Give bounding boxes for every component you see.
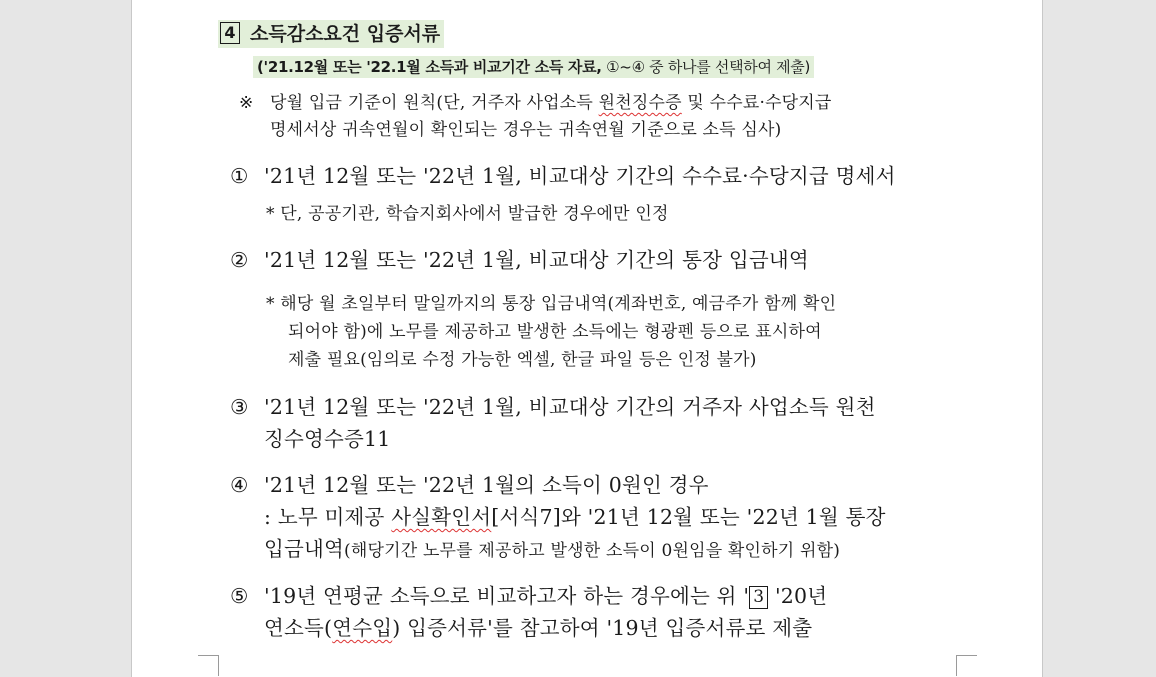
item-2-sub-2: 되어야 함)에 노무를 제공하고 발생한 소득에는 형광펜 등으로 표시하여 [288, 322, 822, 342]
item-2-sub-1: * 해당 월 초일부터 말일까지의 통장 입금내역(계좌번호, 예금주가 함께 확인 [266, 294, 837, 314]
document-page [131, 0, 1043, 677]
item-5-line-2: 연소득(연수입) 입증서류'를 참고하여 '19년 입증서류로 제출 [264, 616, 813, 640]
section-subheading [253, 56, 814, 78]
item-2-line-1: '21년 12월 또는 '22년 1월, 비교대상 기간의 통장 입금내역 [264, 248, 809, 272]
item-3-line-1: '21년 12월 또는 '22년 1월, 비교대상 기간의 거주자 사업소득 원천 [264, 395, 876, 419]
item-marker-2: ② [230, 248, 249, 272]
section-heading [218, 20, 444, 48]
item-3-line-2: 징수영수증11 [264, 427, 391, 451]
item-4-line-3: 입금내역(해당기간 노무를 제공하고 발생한 소득이 0원임을 확인하기 위함) [264, 537, 841, 561]
subheading-bold: ('21.12월 또는 '22.1월 소득과 비교기간 소득 자료, [257, 58, 602, 76]
item-4-line-1: '21년 12월 또는 '22년 1월의 소득이 0원인 경우 [264, 473, 709, 497]
item-1-sub-1: * 단, 공공기관, 학습지회사에서 발급한 경우에만 인정 [266, 204, 669, 224]
item-marker-3: ③ [230, 395, 249, 419]
item-marker-5: ⑤ [230, 584, 249, 608]
spellcheck-word: 원천징수증 [598, 93, 682, 113]
item-4-line-2: : 노무 미제공 사실확인서[서식7]와 '21년 12월 또는 '22년 1월 통장 [264, 505, 886, 529]
subheading-normal: ①~④ 중 하나를 선택하여 제출) [601, 58, 811, 76]
note-line-1: 당월 입금 기준이 원칙(단, 거주자 사업소득 원천징수증 및 수수료·수당지급 [270, 93, 832, 113]
section-number-box: 4 [220, 22, 240, 44]
section-title: 소득감소요건 입증서류 [250, 23, 441, 45]
note-line-2: 명세서상 귀속연월이 확인되는 경우는 귀속연월 기준으로 소득 심사) [270, 120, 782, 140]
margin-corner-mark [198, 655, 219, 676]
item-2-sub-3: 제출 필요(임의로 수정 가능한 엑셀, 한글 파일 등은 인정 불가) [288, 350, 757, 370]
item-marker-4: ④ [230, 473, 249, 497]
note-mark: ※ [239, 93, 254, 113]
reference-box: 3 [749, 586, 768, 609]
spellcheck-word: 연수입 [332, 616, 393, 640]
item-5-line-1: '19년 연평균 소득으로 비교하고자 하는 경우에는 위 ' 3 '20년 [264, 584, 828, 608]
spellcheck-word: 사실확인서 [391, 505, 492, 529]
item-marker-1: ① [230, 164, 249, 188]
margin-corner-mark [956, 655, 977, 676]
item-1-line-1: '21년 12월 또는 '22년 1월, 비교대상 기간의 수수료·수당지급 명세서 [264, 164, 896, 188]
